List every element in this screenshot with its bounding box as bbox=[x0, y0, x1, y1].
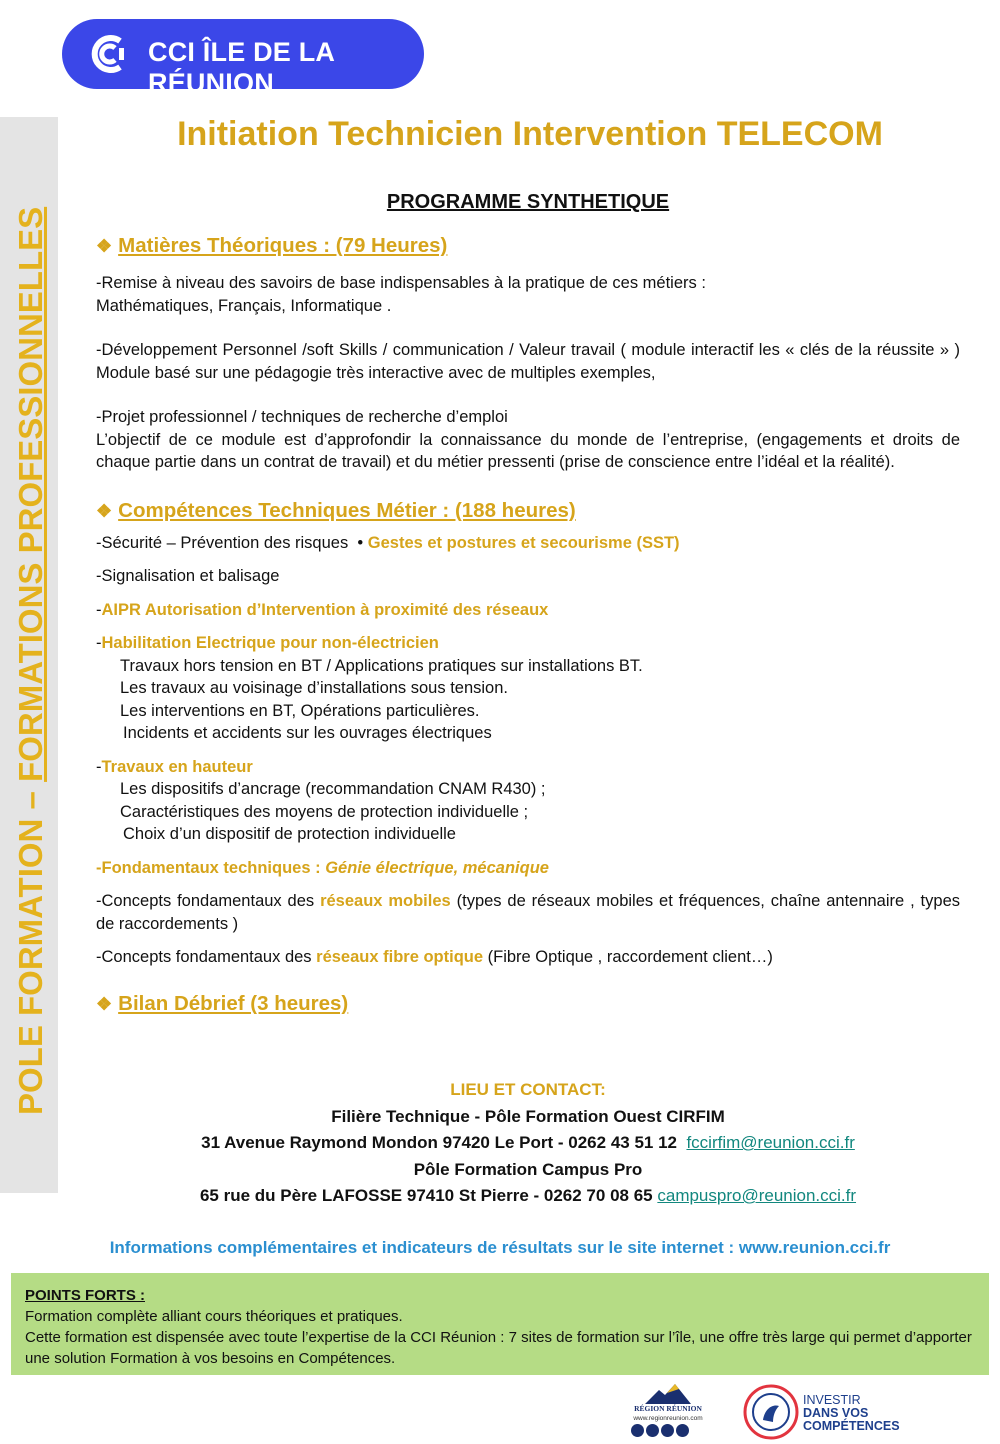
contact-line: Filière Technique - Pôle Formation Ouest CIRFIM bbox=[331, 1106, 725, 1126]
points-forts-line: Cette formation est dispensée avec toute l’expertise de la CCI Réunion : 7 sites de formation sur l’île, une offre très large qui permet d’apporter une solution Formation à vos besoins en Compétences. bbox=[25, 1329, 972, 1367]
list-item: -Concepts fondamentaux des réseaux fibre optique (Fibre Optique , raccordement client…) bbox=[96, 948, 773, 966]
paragraph: -Remise à niveau des savoirs de base indispensables à la pratique de ces métiers : bbox=[96, 274, 706, 292]
paragraph: L’objectif de ce module est d’approfondir la connaissance du monde de l’entreprise, (engagements et droits de chaque partie dans un contrat de travail) et du métier pressenti (prise de conscience entre l’idéal et la réalité). bbox=[96, 430, 960, 471]
section-heading-theorie: ❖ Matières Théoriques : (79 Heures) bbox=[96, 234, 448, 257]
sub-item: Les interventions en BT, Opérations particulières. bbox=[120, 701, 480, 720]
region-url: www.regionreunion.com bbox=[633, 1415, 703, 1422]
paragraph: -Développement Personnel /soft Skills / communication / Valeur travail ( module interactif les « clés de la réussite » ) Module basé sur une pédagogie très interactive avec de multiples exemples, bbox=[96, 341, 960, 382]
sidebar-text-part1: POLE FORMATION – bbox=[12, 781, 49, 1115]
diamond-bullet-icon: ❖ bbox=[96, 236, 113, 256]
region-name: RÉGION RÉUNION bbox=[634, 1404, 702, 1413]
logo-text: CCI ÎLE DE LA RÉUNION bbox=[148, 37, 335, 98]
sidebar-vertical-title bbox=[12, 207, 50, 1115]
contact-block bbox=[96, 1077, 960, 1210]
programme-content bbox=[96, 233, 960, 1017]
contact-line: 65 rue du Père LAFOSSE 97410 St Pierre - 0262 70 08 65 campuspro@reunion.cci.fr bbox=[199, 1186, 857, 1205]
contact-label: LIEU ET CONTACT: bbox=[450, 1080, 606, 1099]
sub-item: Caractéristiques des moyens de protection individuelle ; bbox=[120, 802, 529, 821]
section-heading-competences: ❖ Compétences Techniques Métier : (188 heures) bbox=[96, 498, 576, 522]
region-reunion-logo bbox=[627, 1384, 709, 1440]
list-item: -Habilitation Electrique pour non-électricien bbox=[96, 634, 439, 652]
instagram-icon[interactable] bbox=[661, 1424, 674, 1437]
info-website-line: Informations complémentaires et indicateurs de résultats sur le site internet : www.reunion.cci.fr bbox=[109, 1238, 891, 1257]
points-forts-box bbox=[11, 1273, 989, 1375]
email-link-cirfim[interactable]: fccirfim@reunion.cci.fr bbox=[686, 1133, 855, 1152]
sub-item: Incidents et accidents sur les ouvrages électriques bbox=[123, 724, 492, 742]
list-item: -Concepts fondamentaux des réseaux mobiles (types de réseaux mobiles et fréquences, chaîne antennaire , types de raccordements ) bbox=[96, 892, 960, 933]
list-item: -Sécurité – Prévention des risques • Gestes et postures et secourisme (SST) bbox=[96, 533, 680, 552]
points-forts-heading: POINTS FORTS : bbox=[25, 1287, 145, 1304]
email-link-campuspro[interactable]: campuspro@reunion.cci.fr bbox=[657, 1186, 857, 1205]
paragraph: -Projet professionnel / techniques de recherche d’emploi bbox=[96, 408, 508, 426]
sub-item: Choix d’un dispositif de protection individuelle bbox=[123, 825, 456, 843]
paragraph: Mathématiques, Français, Informatique . bbox=[96, 296, 392, 315]
list-item: -Fondamentaux techniques : Génie électrique, mécanique bbox=[96, 858, 549, 877]
diamond-bullet-icon: ❖ bbox=[96, 500, 113, 521]
contact-line: 31 Avenue Raymond Mondon 97420 Le Port - 0262 43 51 12 fccirfim@reunion.cci.fr bbox=[201, 1133, 855, 1152]
sub-item: Travaux hors tension en BT / Applications pratiques sur installations BT. bbox=[120, 656, 643, 675]
investir-avenir-badge-icon bbox=[743, 1384, 799, 1440]
twitter-icon[interactable] bbox=[646, 1424, 659, 1437]
cci-logo-mark-icon bbox=[88, 33, 130, 75]
list-item: -AIPR Autorisation d’Intervention à proximité des réseaux bbox=[96, 600, 549, 619]
facebook-icon[interactable] bbox=[631, 1424, 644, 1437]
sidebar-text-part2: FORMATIONS PROFESSIONNELLES bbox=[12, 206, 49, 782]
social-icons bbox=[631, 1424, 689, 1437]
section-heading-bilan: ❖ Bilan Débrief (3 heures) bbox=[96, 991, 349, 1015]
mountain-icon bbox=[645, 1384, 691, 1404]
diamond-bullet-icon: ❖ bbox=[96, 993, 113, 1014]
sub-item: Les dispositifs d’ancrage (recommandation CNAM R430) ; bbox=[120, 780, 546, 798]
list-item: -Signalisation et balisage bbox=[96, 567, 280, 585]
page-subtitle: PROGRAMME SYNTHETIQUE bbox=[386, 191, 670, 213]
cci-logo bbox=[62, 19, 424, 98]
sub-item: Les travaux au voisinage d’installations sous tension. bbox=[120, 679, 508, 697]
points-forts-line: Formation complète alliant cours théoriques et pratiques. bbox=[25, 1308, 403, 1325]
region-app-icon[interactable] bbox=[676, 1424, 689, 1437]
investir-competences-text: INVESTIR DANS VOS COMPÉTENCES bbox=[803, 1393, 900, 1433]
page-title: Initiation Technicien Intervention TELECOM bbox=[177, 115, 883, 153]
contact-line: Pôle Formation Campus Pro bbox=[413, 1159, 643, 1179]
list-item: -Travaux en hauteur bbox=[96, 757, 253, 776]
